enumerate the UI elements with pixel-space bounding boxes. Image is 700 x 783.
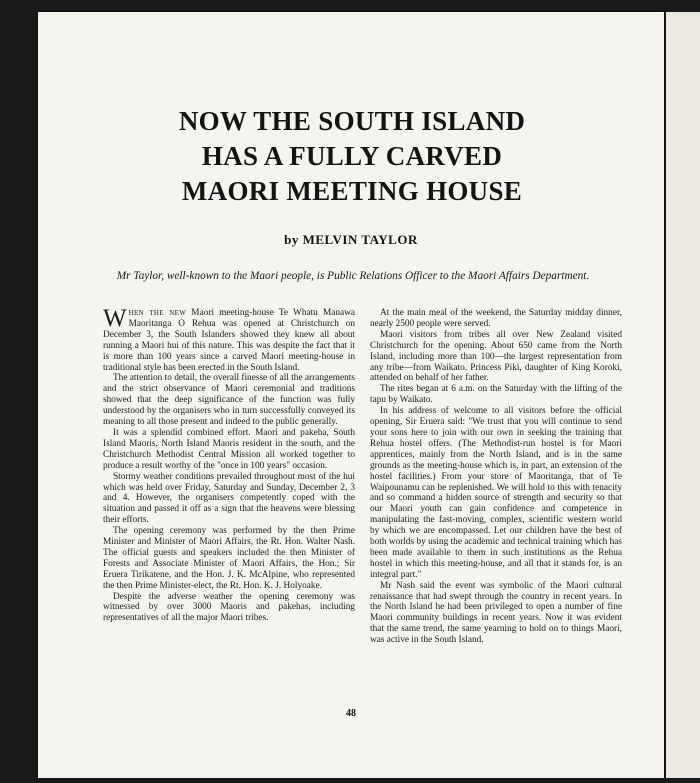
paragraph: The attention to detail, the overall finesse of all the arrangements and the strict observance of Maori ceremonial and traditions showed that the deep significance of the function was fully understood by the organisers who in turn successfully conveyed its meaning to all those present and indeed to the public generally. — [103, 373, 355, 428]
adjacent-page-edge — [666, 12, 700, 778]
standfirst: Mr Taylor, well-known to the Maori people, is Public Relations Officer to the Maori Affairs Department. — [116, 270, 590, 282]
paragraph: At the main meal of the weekend, the Saturday midday dinner, nearly 2500 people were served. — [370, 308, 622, 329]
page-number: 48 — [346, 708, 356, 719]
paragraph-text: Maori meeting-house Te Whatu Manawa Maoritanga O Rehua was opened at Christchurch on December 3, the South Islanders showed they knew all about running a Maori hui of this nature. This was despite the fact that it is more than 100 years since a carved Maori meeting-house in traditional style has been erected in the South Island. — [103, 308, 355, 373]
paragraph: The rites began at 6 a.m. on the Saturday with the lifting of the tapu by Waikato. — [370, 384, 622, 406]
article-title — [98, 104, 606, 209]
paragraph — [103, 305, 355, 373]
paragraph: In his address of welcome to all visitors before the official opening, Sir Eruera said: "We trust that you will continue to send your sons here to join with our own in seeking the training that Rehua hostel offers. (The Methodist-run hostel is for Maori apprentices, mainly from the North Island, and is in the same grounds as the meeting-house which is, in part, an extension of the hostel facilities.) From your store of Maoritanga, that of Te Waipounamu can be replenished. We will hold to this with tenacity and so command a hidden source of strength and security so that our Maori youth can gain confidence and competence in manipulating the fast-moving, complex, scientific western world by which we are encompassed. Let our children have the best of both worlds by using the academic and technical training which has been made available to them in such institutions as the Rehua hostel in which this meeting-house, and all that it stands for, is an integral part." — [370, 406, 622, 580]
paragraph: Maori visitors from tribes all over New Zealand visited Christchurch for the opening. About 650 came from the North Island, including more than 100—the largest representation from any tribe—from Waikato. Princess Piki, daughter of King Koroki, attended on behalf of her father. — [370, 329, 622, 384]
paragraph: The opening ceremony was performed by the then Prime Minister and Minister of Maori Affairs, the Rt. Hon. Walter Nash. The official guests and speakers included the then Minister of Forests and Associate Minister of Maori Affairs, the Hon.; Sir Eruera Tirikatene, and the Hon. J. K. McAlpine, who represented the then Prime Minister-elect, the Rt. Hon. K. J. Holyoake. — [103, 526, 355, 591]
paragraph: It was a splendid combined effort. Maori and pakeha, South Island Maoris, North Island Maoris resident in the south, and the Christchurch Methodist Central Mission all worked together to produce a result worthy of the "once in 100 years" occasion. — [103, 427, 355, 471]
right-column — [370, 308, 622, 646]
paragraph: Stormy weather conditions prevailed throughout most of the hui which was held over Friday, Saturday and Sunday, December 2, 3 and 4. However, the organisers competently coped with the situation and passed it off as a sign that the heavens were blessing their efforts. — [103, 471, 355, 526]
left-column — [103, 305, 355, 624]
title-line-2: HAS A FULLY CARVED — [201, 141, 503, 171]
title-line-3: MAORI MEETING HOUSE — [181, 176, 523, 206]
paragraph: Despite the adverse weather the opening ceremony was witnessed by over 3000 Maoris and pakehas, including representatives of all the major Maori tribes. — [103, 591, 355, 624]
magazine-page — [38, 12, 664, 778]
lead-in: hen the new — [128, 308, 187, 318]
drop-cap: W — [103, 305, 127, 332]
title-line-1: NOW THE SOUTH ISLAND — [178, 106, 526, 136]
byline: by MELVIN TAYLOR — [284, 232, 418, 247]
paragraph: Mr Nash said the event was symbolic of the Maori cultural renaissance that had swept through the country in recent years. In the North Island he had been privileged to open a number of fine Maori community buildings in recent years. Now it was evident that the same trend, the same yearning to hold on to things Maori, was active in the South Island. — [370, 580, 622, 646]
